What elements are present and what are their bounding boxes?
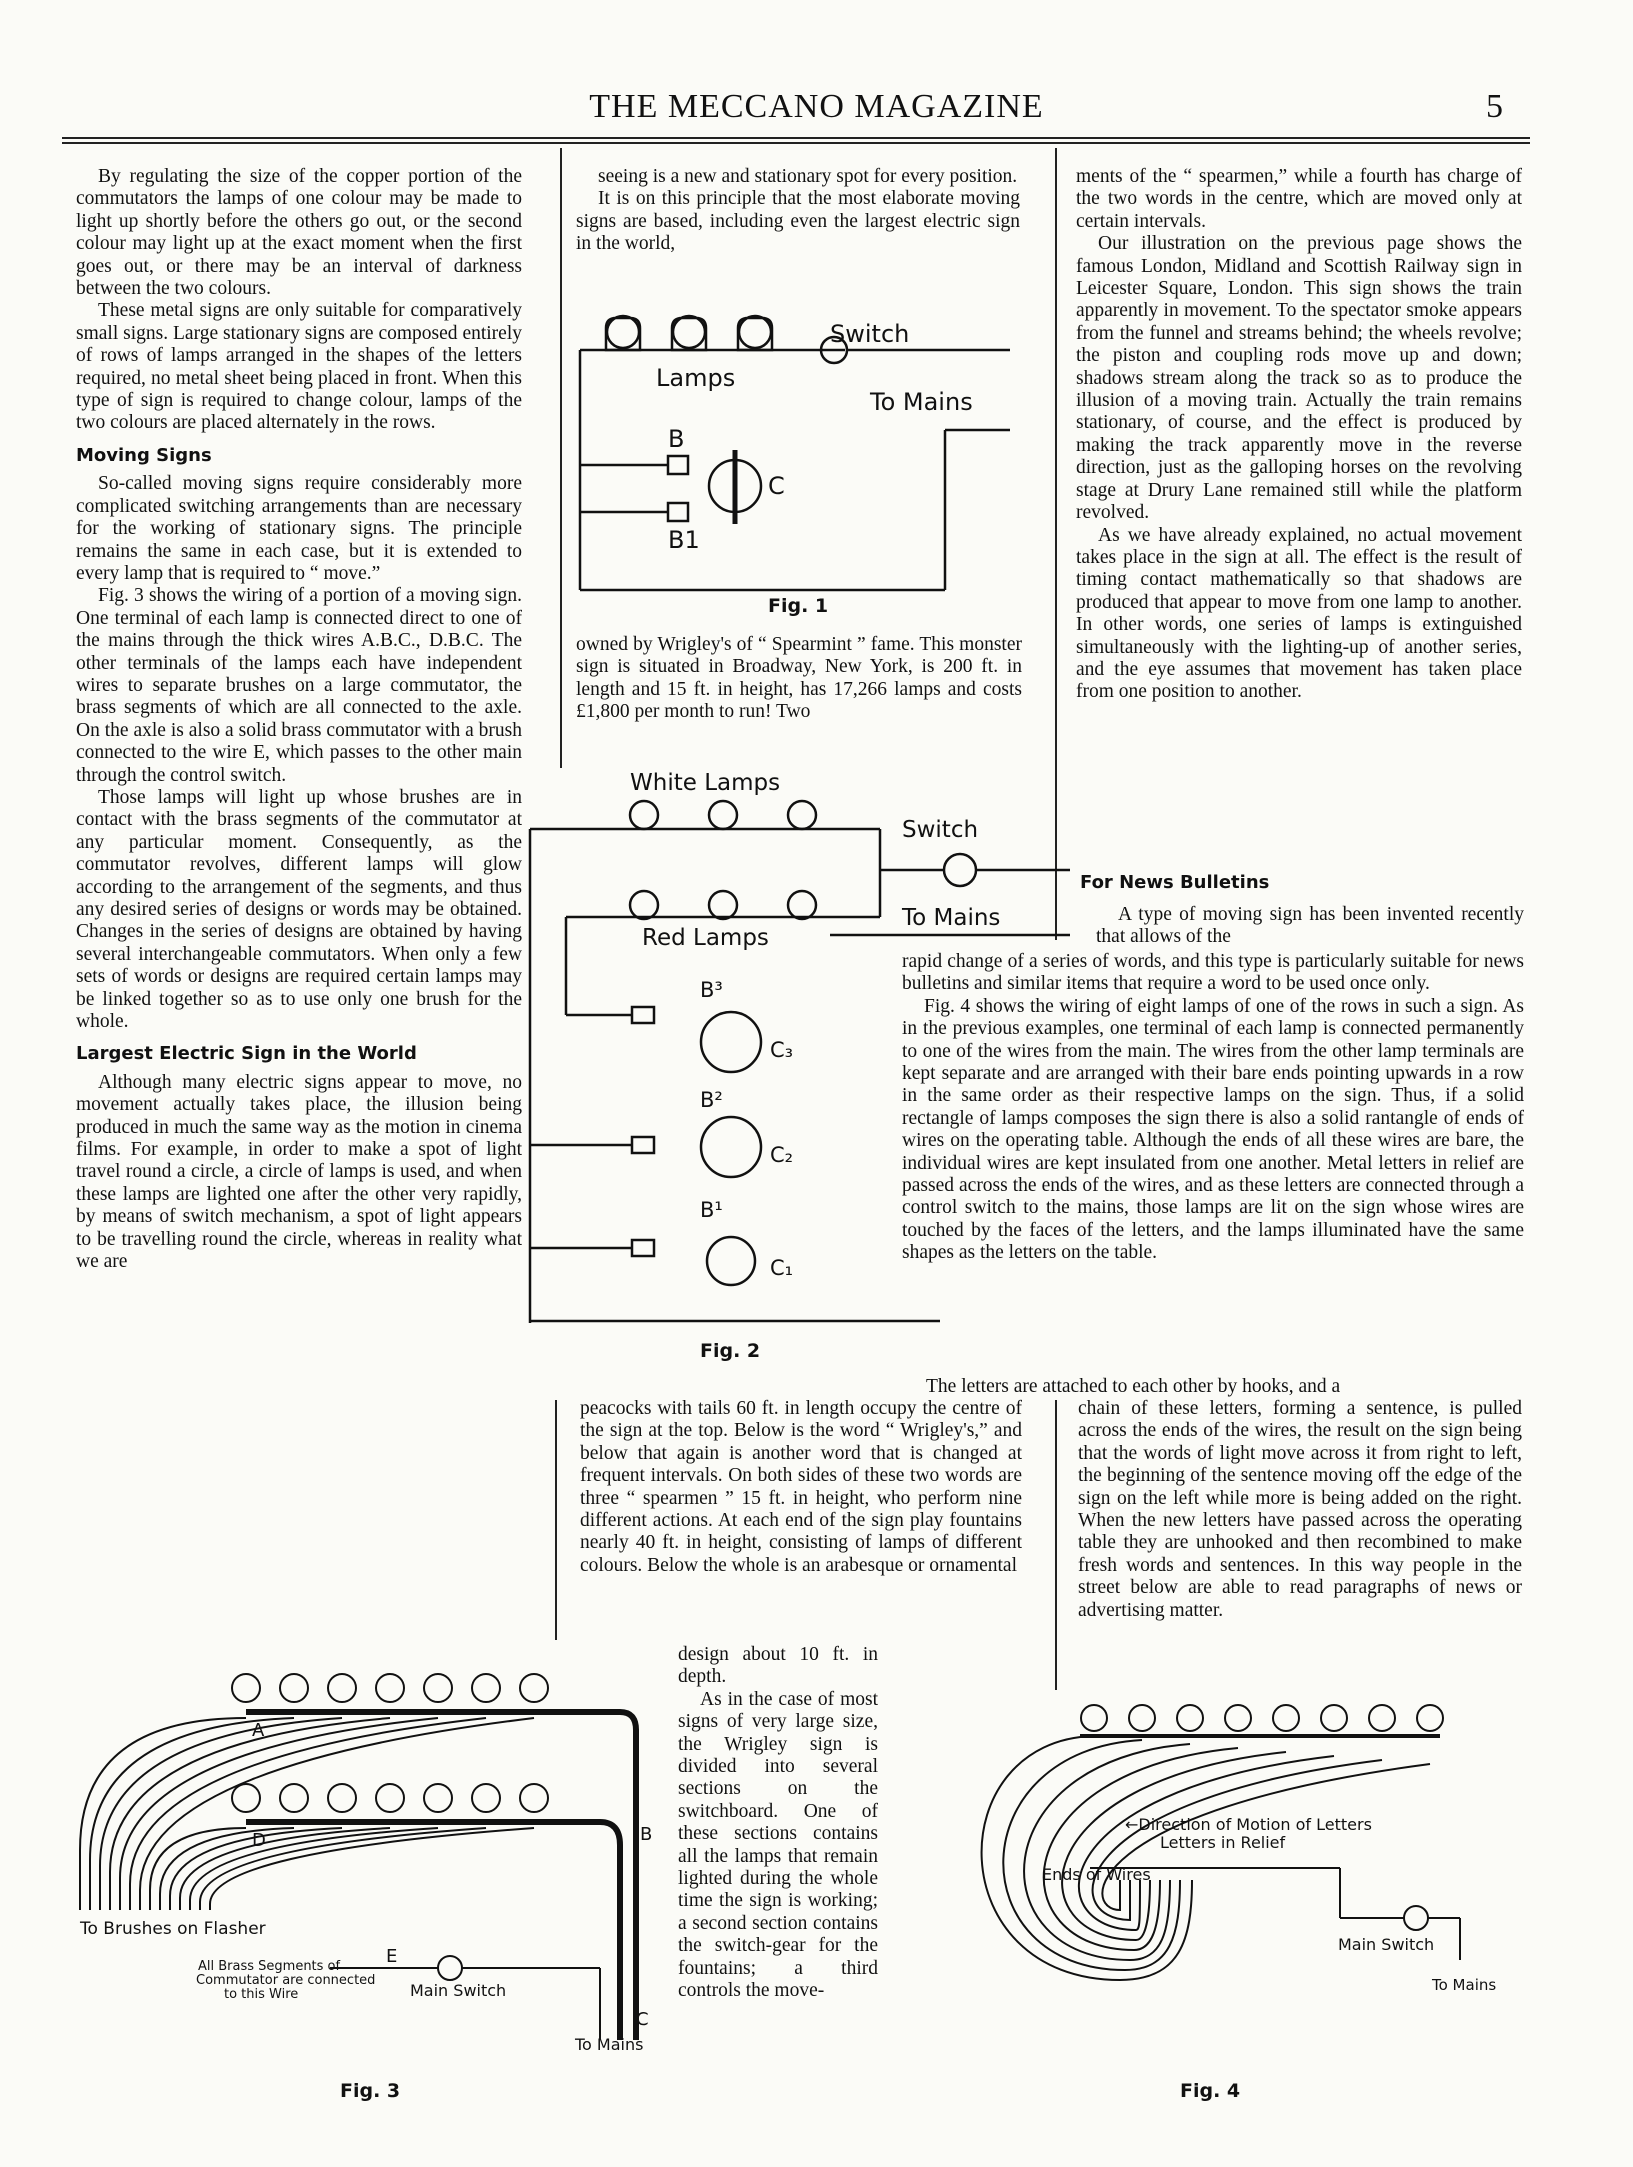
paragraph: The letters are attached to each other by hooks, and a: [926, 1376, 1341, 1397]
paragraph: owned by Wrigley's of “ Spearmint ” fame. This monster sign is situated in Broadway, New York, is 200 ft. in length and 15 ft. in height, has 17,266 lamps and costs £1,800 per month to run! Two: [576, 634, 1022, 723]
fig2-c3-label: C₃: [770, 1038, 794, 1062]
column-3: [1076, 166, 1522, 704]
figure-4-caption: Fig. 4: [1180, 2080, 1241, 2102]
column-2-narrow: [678, 1644, 878, 2003]
column-rule-3: [555, 1400, 557, 1640]
fig4-ends-label: Ends of Wires: [1042, 1865, 1151, 1884]
fig2-b2-label: B²: [700, 1088, 723, 1112]
figure-1-caption: Fig. 1: [768, 595, 829, 617]
fig4-direction-label-1: ←Direction of Motion of Letters: [1125, 1815, 1372, 1834]
fig2-c1-label: C₁: [770, 1256, 794, 1280]
paragraph: Fig. 4 shows the wiring of eight lamps of one of the rows in such a sign. As in the previous examples, one terminal of each lamp is connected permanently to one of the wires from the main. The wires from the other lamp terminals are kept separate and are arranged with their bare ends pointing upwards in a row in the same order as their respective lamps on the sign. Thus, if a solid rectangle of lamps composes the sign there is also a solid rantangle of ends of wires on the operating table. Although the ends of all these wires are bare, the individual wires are kept insulated from one another. Metal letters in relief are passed across the ends of the wires, and as these letters are connected through a control switch to the mains, those lamps are lit on the sign whose wires are touched by the faces of the letters, and the lamps illuminated have the same shapes as the letters on the table.: [902, 995, 1524, 1264]
fig3-brushes-label: To Brushes on Flasher: [80, 1919, 266, 1939]
heading-news-bulletins: For News Bulletins: [1080, 872, 1270, 893]
heading-largest-sign: Largest Electric Sign in the World: [76, 1043, 417, 1065]
header-rule: [62, 137, 1530, 139]
fig4-mains-label: To Mains: [1432, 1976, 1497, 1994]
fig1-b-label: B: [668, 425, 685, 453]
fig3-e-label: E: [386, 1946, 398, 1967]
paragraph: As in the case of most signs of very large size, the Wrigley sign is divided into several sections on the switchboard. One of these sections contains all the lamps that remain lighted during the whole time the sign is working; a second section contains the switch-gear for the fountains; a third controls the move-: [678, 1688, 878, 2002]
magazine-title: THE MECCANO MAGAZINE: [589, 88, 1044, 125]
page-header: [0, 88, 1633, 128]
paragraph: It is on this principle that the most elaborate moving signs are based, including even the largest electric sign in the world,: [576, 188, 1020, 255]
heading-moving-signs: Moving Signs: [76, 444, 212, 466]
column-2-top: [576, 166, 1020, 256]
paragraph: rapid change of a series of words, and this type is particularly suitable for news bulletins and similar items that require a word to be used once only.: [902, 951, 1524, 995]
column-1: [76, 166, 522, 1274]
fig2-mains-label: To Mains: [902, 905, 1001, 931]
fig1-switch-label: Switch: [830, 320, 910, 348]
figure-3-caption: Fig. 3: [340, 2080, 401, 2102]
paragraph: By regulating the size of the copper portion of the commutators the lamps of one colour may be made to light up shortly before the others go out, or the second colour may light up at the exact moment when the first goes out, or there may be an interval of darkness between the two colours.: [76, 166, 522, 300]
paragraph: seeing is a new and stationary spot for every position.: [598, 166, 1018, 187]
header-rule-2: [62, 142, 1530, 144]
fig2-switch-label: Switch: [902, 817, 979, 843]
fig2-white-label: White Lamps: [630, 770, 781, 796]
fig1-mains-label: To Mains: [870, 388, 973, 416]
figure-3-diagram: [80, 1670, 670, 2070]
page-number: 5: [1486, 88, 1503, 125]
fig2-b3-label: B³: [700, 978, 723, 1002]
paragraph: A type of moving sign has been invented recently that allows of the: [1096, 904, 1524, 948]
paragraph: As we have already explained, no actual movement takes place in the sign at all. The effect is the result of timing contact mathematically so that shadows are produced that appear to move from one lamp to another. In other words, one series of lamps is extinguished simultaneously with the lighting-up of another series, and the eye assumes that movement has taken place from one position to another.: [1076, 524, 1522, 703]
fig1-b1-label: B1: [668, 526, 700, 554]
paragraph: design about 10 ft. in depth.: [678, 1644, 878, 1688]
figure-2-caption: Fig. 2: [700, 1340, 761, 1362]
column-2-bottom: [580, 1398, 1022, 1577]
fig3-segments-label-3: to this Wire: [224, 1987, 299, 2002]
column-3-bottom: [1078, 1398, 1522, 1622]
fig3-d-label: D: [252, 1830, 266, 1851]
letters-line: [926, 1376, 1524, 1398]
fig3-b-label: B: [640, 1824, 653, 1845]
fig2-b1-label: B¹: [700, 1198, 723, 1222]
fig2-c2-label: C₂: [770, 1143, 794, 1167]
fig1-c-label: C: [768, 472, 785, 500]
paragraph: These metal signs are only suitable for comparatively small signs. Large stationary signs are composed entirely of rows of lamps arranged in the shapes of the letters required, no metal sheet being placed in front. When this type of sign is required to change colour, lamps of the two colours are placed alternately in the rows.: [76, 300, 522, 434]
column-2-mid: [576, 634, 1022, 724]
paragraph: So-called moving signs require considerably more complicated switching arrangements than are necessary for the working of stationary signs. The principle remains the same in each case, but it is extended to every lamp that is required to “ move.”: [76, 473, 522, 584]
fig2-red-label: Red Lamps: [642, 925, 769, 951]
paragraph: chain of these letters, forming a sentence, is pulled across the ends of the wires, the result on the sign being that the words of light move across it from right to left, the beginning of the sentence moving off the edge of the sign on the left while more is being added on the right. When the new letters have passed across the operating table they are unhooked and then recombined to make fresh words and sentences. In this way people in the street below are able to read paragraphs of news or advertising matter.: [1078, 1398, 1522, 1621]
fig4-direction-label-2: Letters in Relief: [1160, 1833, 1286, 1852]
fig3-segments-label-1: All Brass Segments of: [198, 1959, 341, 1974]
paragraph: Our illustration on the previous page shows the famous London, Midland and Scottish Railway sign in Leicester Square, London. This sign shows the train apparently in movement. To the spectator smoke appears from the funnel and streams behind; the wheels revolve; the piston and coupling rods move up and down; shadows stream along the track so as to produce the illusion of a moving train. Actually the train remains stationary, of course, and the effect is produced by making the track apparently move in the reverse direction, just as the galloping horses on the revolving stage at Drury Lane remained still while the platform revolved.: [1076, 233, 1522, 524]
paragraph: Those lamps will light up whose brushes are in contact with the brass segments of the commutator at any particular moment. Consequently, as the commutator revolves, different lamps will glow according to the arrangement of the segments, and thus any desired series of designs or words may be obtained. Changes in the series of designs are obtained by having several interchangeable commutators. When only a few sets of words or designs are required certain lamps may be linked together so as to use only one brush for the whole.: [76, 786, 522, 1033]
paragraph: peacocks with tails 60 ft. in length occupy the centre of the sign at the top. Below is the word “ Wrigley's,” and below that again is another word that is changed at frequent intervals. On both sides of these two words are three “ spearmen ” 15 ft. in height, who perform nine different actions. At each end of the sign play fountains nearly 40 ft. in height, consisting of lamps of different colours. Below the whole is an arabesque or ornamental: [580, 1398, 1022, 1576]
fig1-lamps-label: Lamps: [656, 364, 736, 392]
fig3-mains-label: To Mains: [575, 2035, 644, 2054]
news-wide-text: [902, 951, 1524, 1265]
fig3-c-label: C: [636, 2009, 649, 2030]
column-rule-4: [1055, 1400, 1057, 1690]
paragraph: Although many electric signs appear to move, no movement actually takes place, the illusion being produced in much the same way as the motion in cinema films. For example, in order to make a spot of light travel round a circle, a circle of lamps is used, and when these lamps are lighted one after the other very rapidly, by means of switch mechanism, a spot of light appears to be travelling round the circle, whereas in reality what we are: [76, 1071, 522, 1273]
fig3-segments-label-2: Commutator are connected: [196, 1973, 376, 1988]
paragraph: Fig. 3 shows the wiring of a portion of a moving sign. One terminal of each lamp is connected direct to one of the mains through the thick wires A.B.C., D.B.C. The other terminals of the lamps each have independent wires to separate brushes on a large commutator, the brass segments of which are all connected to the axle. On the axle is also a solid brass commutator with a brush connected to the wire E, which passes to the other main through the control switch.: [76, 585, 522, 786]
paragraph: ments of the “ spearmen,” while a fourth has charge of the two words in the centre, which are moved only at certain intervals.: [1076, 166, 1522, 232]
figure-4-diagram: [930, 1700, 1510, 2060]
fig4-switch-label: Main Switch: [1338, 1935, 1435, 1954]
fig3-a-label: A: [252, 1720, 265, 1741]
figure-1-diagram: [560, 290, 1020, 620]
column-3-news-narrow: [1096, 904, 1524, 949]
fig3-switch-label: Main Switch: [410, 1981, 507, 2000]
